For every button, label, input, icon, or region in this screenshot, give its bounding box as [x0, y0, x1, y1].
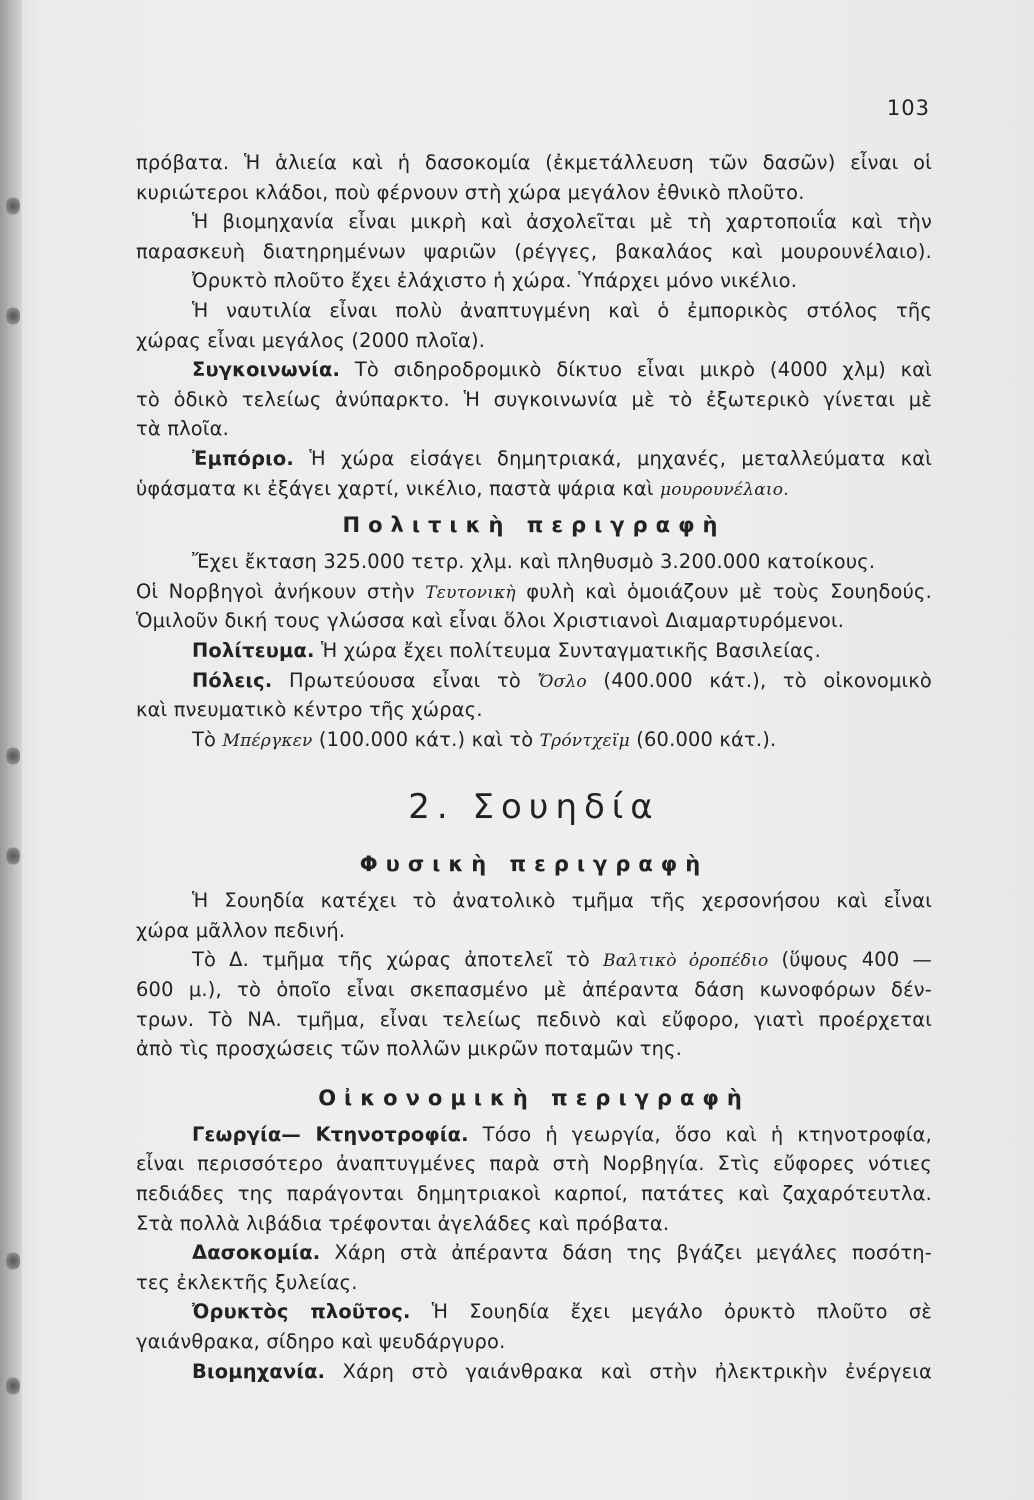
text-span: (60.000 κάτ.).: [629, 727, 777, 751]
text-line: τρων. Τὸ ΝΑ. τμῆμα, εἶναι τελείως πεδινὸ καὶ εὔφορο, γιατὶ προέρχεται: [136, 1007, 932, 1031]
text-line: πρόβατα. Ἡ ἁλιεία καὶ ἡ δασοκομία (ἐκμετάλλευση τῶν δασῶν) εἶναι οἱ: [136, 151, 932, 174]
text-line: [136, 1120, 932, 1150]
italic-term: Μπέργκεν: [222, 730, 313, 751]
text-line: [136, 1238, 932, 1268]
text-span: φυλὴ καὶ ὁμοιάζουν μὲ τοὺς Σουηδούς.: [515, 579, 932, 603]
text-line: Ὀρυκτὸ πλοῦτο ἔχει ἐλάχιστο ἡ χώρα. Ὑπάρχει μόνο νικέλιο.: [192, 269, 798, 293]
text-line: τὰ πλοῖα.: [136, 417, 229, 441]
text-line: πεδιάδες της παράγονται δημητριακοὶ καρποί, πατάτες καὶ ζαχαρότευτλα.: [136, 1182, 932, 1206]
text-line: [136, 1357, 932, 1387]
italic-term: μουρουνέλαιο.: [660, 479, 789, 500]
italic-term: Τρόντχεϊμ: [539, 730, 630, 751]
text-line: χώρα μᾶλλον πεδινή.: [136, 918, 346, 942]
term-bold: Συγκοινωνία.: [192, 358, 341, 382]
text-line: εἶναι περισσότερο ἀναπτυγμένες παρὰ στὴ Νορβηγία. Στὶς εὔφορες νότιες: [136, 1152, 932, 1176]
punch-hole: [6, 1375, 20, 1397]
text-line: [136, 636, 932, 666]
term-bold: Πολίτευμα.: [192, 638, 315, 662]
text-line: Στὰ πολλὰ λιβάδια τρέφονται ἀγελάδες καὶ πρόβατα.: [136, 1211, 670, 1235]
term-bold: Δασοκομία.: [192, 1241, 321, 1265]
text-line: γαιάνθρακα, σίδηρο καὶ ψευδάργυρο.: [136, 1330, 506, 1353]
punch-hole: [6, 305, 20, 327]
term-bold: Πόλεις.: [192, 668, 273, 692]
text-line: [136, 577, 932, 607]
text-span: Τόσο ἡ γεωργία, ὅσο καὶ ἡ κτηνοτροφία,: [468, 1122, 932, 1146]
punch-hole: [6, 1250, 20, 1272]
text-span: (100.000 κάτ.) καὶ τὸ: [312, 727, 540, 751]
text-line: καὶ πνευματικὸ κέντρο τῆς χώρας.: [136, 698, 483, 722]
punch-hole: [6, 845, 20, 867]
text-span: Πρωτεύουσα εἶναι τὸ: [272, 668, 538, 692]
text-line: χώρας εἶναι μεγάλος (2000 πλοῖα).: [136, 328, 486, 352]
text-line: Ἡ Σουηδία κατέχει τὸ ἀνατολικὸ τμῆμα τῆς χερσονήσου καὶ εἶναι: [192, 889, 932, 913]
text-span: Τὸ: [192, 727, 223, 751]
page-body: [136, 148, 932, 1386]
italic-term: Βαλτικὸ ὀροπέδιο: [603, 951, 769, 972]
text-line: [136, 725, 932, 755]
text-line: 600 μ.), τὸ ὁποῖο εἶναι σκεπασμένο μὲ ἀπέραντα δάση κωνοφόρων δέν-: [136, 978, 932, 1002]
term-bold: Ὀρυκτὸς πλοῦτος.: [192, 1300, 411, 1324]
text-line: [136, 355, 932, 385]
text-line: ἀπὸ τὶς προσχώσεις τῶν πολλῶν μικρῶν ποταμῶν της.: [136, 1037, 683, 1061]
text-span: Χάρη στὸ γαιάνθρακα καὶ στὴν ἠλεκτρικὴν ἐνέργεια: [325, 1359, 932, 1383]
italic-term: Ὄσλο: [537, 671, 587, 692]
section-heading-economic: Οἰκονομικὴ περιγραφὴ: [318, 1085, 750, 1110]
italic-term: Τευτονικὴ: [425, 582, 516, 603]
term-bold: Ἐμπόριο.: [192, 446, 294, 470]
chapter-title: 2. Σουηδία: [408, 787, 660, 828]
text-span: Οἱ Νορβηγοὶ ἀνήκουν στὴν: [136, 579, 426, 603]
text-line: Ἡ βιομηχανία εἶναι μικρὴ καὶ ἀσχολεῖται μὲ τὴ χαρτοποιΐα καὶ τὴν: [192, 210, 932, 234]
text-span: Τὸ Δ. τμῆμα τῆς χώρας ἀποτελεῖ τὸ: [192, 948, 604, 972]
text-span: Τὸ σιδηροδρομικὸ δίκτυο εἶναι μικρὸ (4000 χλμ) καὶ: [340, 358, 932, 382]
term-bold: Γεωργία— Κτηνοτροφία.: [192, 1122, 469, 1146]
text-line: τὸ ὁδικὸ τελείως ἀνύπαρκτο. Ἡ συγκοινωνία μὲ τὸ ἐξωτερικὸ γίνεται μὲ: [136, 387, 932, 411]
text-span: Ἡ χώρα ἔχει πολίτευμα Συνταγματικῆς Βασιλείας.: [314, 638, 821, 662]
text-line: Ἡ ναυτιλία εἶναι πολὺ ἀναπτυγμένη καὶ ὁ ἐμπορικὸς στόλος τῆς: [192, 298, 932, 322]
text-line: [136, 666, 932, 696]
text-span: Ἡ Σουηδία ἔχει μεγάλο ὀρυκτὸ πλοῦτο σὲ: [410, 1300, 933, 1324]
text-span: ὑφάσματα κι ἐξάγει χαρτί, νικέλιο, παστὰ ψάρια καὶ: [136, 476, 661, 500]
term-bold: Βιομηχανία.: [192, 1359, 326, 1383]
text-span: (400.000 κάτ.), τὸ οἰκονομικὸ: [586, 668, 932, 692]
text-line: Ὁμιλοῦν δική τους γλώσσα καὶ εἶναι ὅλοι Χριστιανοὶ Διαμαρτυρόμενοι.: [136, 609, 845, 633]
text-line: [136, 444, 932, 474]
text-span: Ἡ χώρα εἰσάγει δημητριακά, μηχανές, μεταλλεύματα καὶ: [294, 446, 932, 470]
text-line: κυριώτεροι κλάδοι, ποὺ φέρνουν στὴ χώρα μεγάλον ἐθνικὸ πλοῦτο.: [136, 180, 805, 204]
page-number: 103: [886, 96, 930, 120]
section-heading-physical: Φυσικὴ περιγραφὴ: [359, 852, 709, 877]
section-heading-political: Πολιτικὴ περιγραφὴ: [342, 513, 726, 538]
text-span: (ὕψους 400 —: [768, 948, 932, 972]
punch-hole: [6, 195, 20, 217]
text-line: τες ἐκλεκτῆς ξυλείας.: [136, 1270, 358, 1294]
text-line: [136, 474, 932, 504]
text-line: Ἔχει ἔκταση 325.000 τετρ. χλμ. καὶ πληθυσμὸ 3.200.000 κατοίκους.: [192, 550, 876, 574]
text-line: παρασκευὴ διατηρημένων ψαριῶν (ρέγγες, βακαλάος καὶ μουρουνέλαιο).: [136, 239, 932, 263]
text-line: [136, 1297, 932, 1327]
text-line: [136, 945, 932, 975]
text-span: Χάρη στὰ ἀπέραντα δάση της βγάζει μεγάλες ποσότη-: [320, 1241, 932, 1265]
punch-hole: [6, 745, 20, 767]
